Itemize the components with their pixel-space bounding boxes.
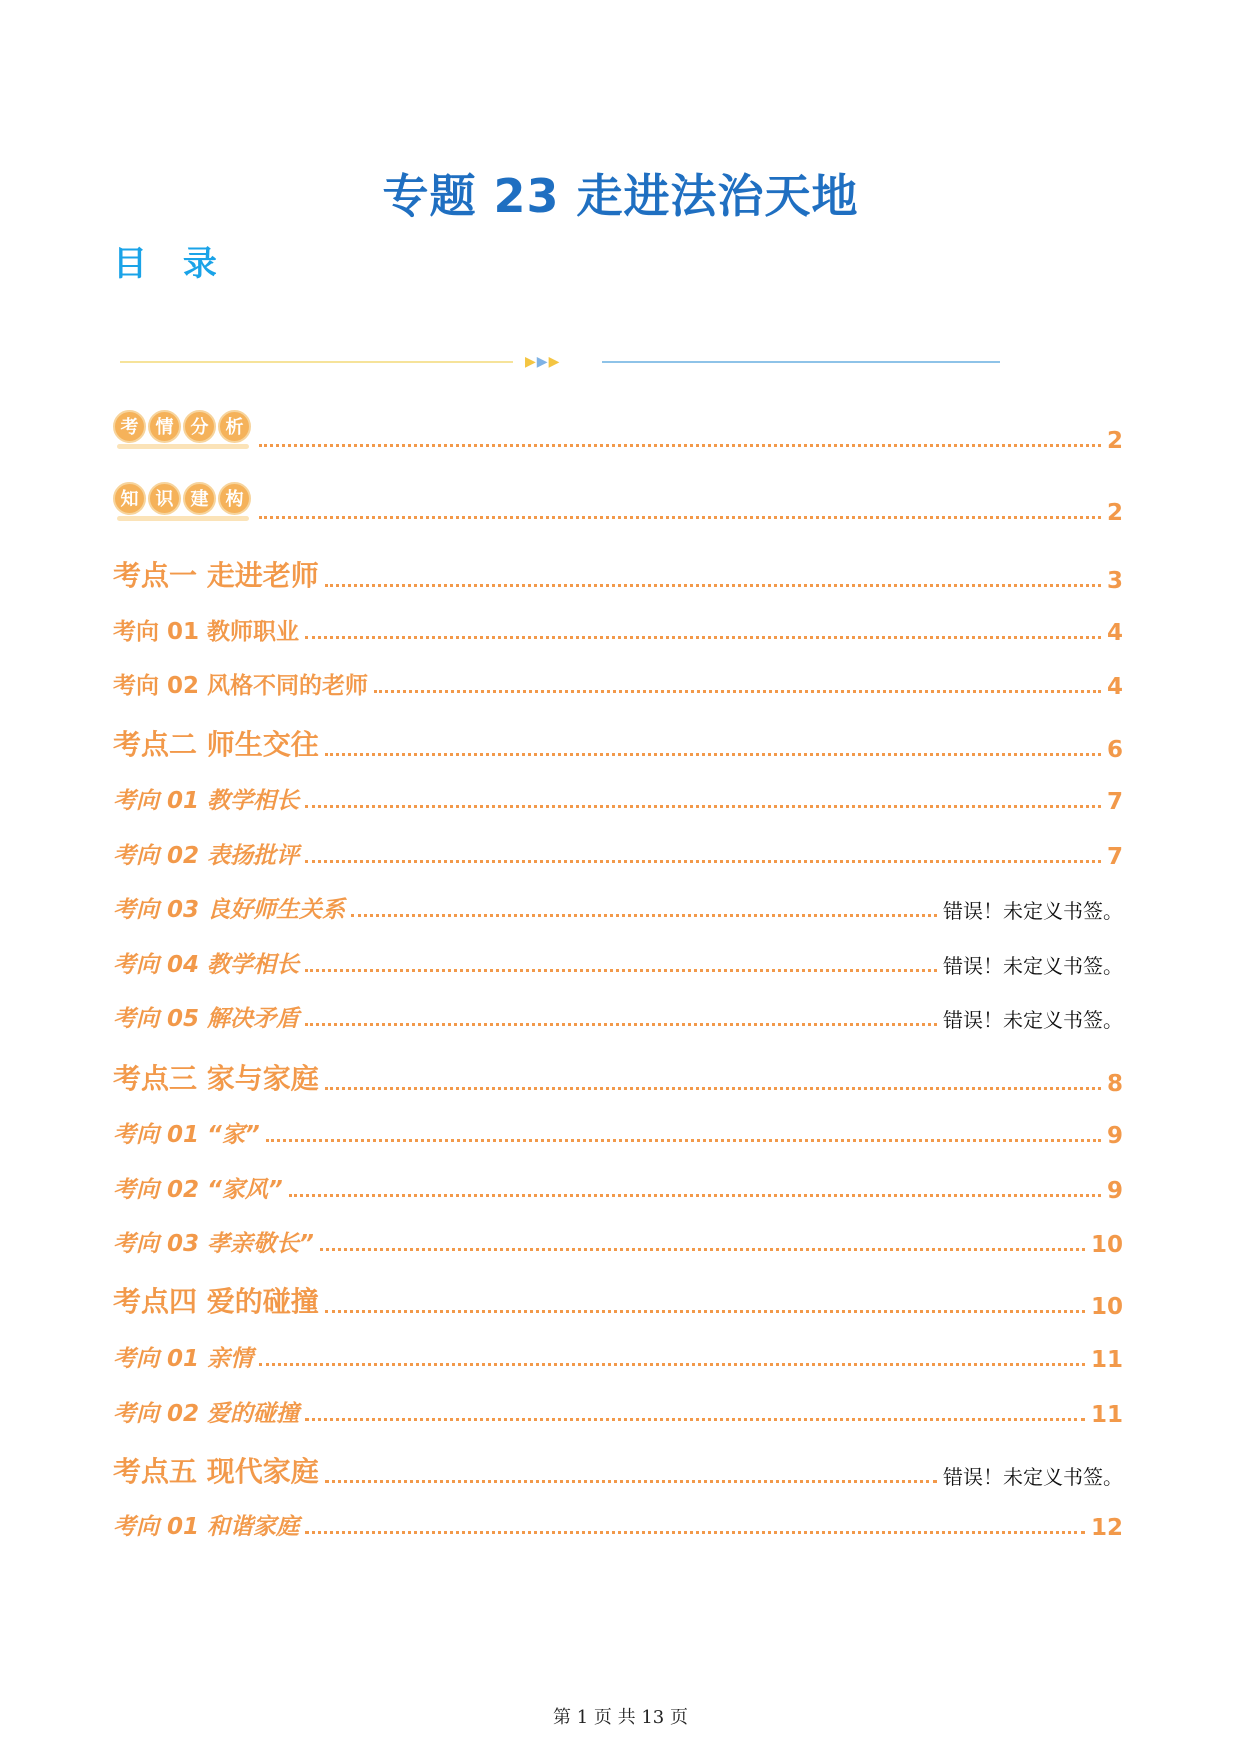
badge-char: 建 (183, 482, 216, 515)
divider-line-right (602, 361, 1000, 363)
knowledge-structure-badge (113, 478, 253, 526)
page-number: 3 (1106, 568, 1123, 594)
toc-entry[interactable] (113, 1057, 1123, 1097)
badge-char: 析 (218, 410, 251, 443)
page-number: 10 (1090, 1294, 1123, 1320)
leader-dots (325, 1087, 1101, 1090)
toc-entry[interactable] (113, 837, 1123, 870)
page-number: 2 (1106, 500, 1123, 526)
leader-dots (305, 860, 1101, 863)
toc-entry-label: 考向 03 孝亲敬长” (113, 1231, 314, 1257)
page-number: 7 (1106, 844, 1123, 870)
badge-char: 构 (218, 482, 251, 515)
toc-entry-label: 考向 05 解决矛盾 (113, 1006, 300, 1032)
leader-dots (266, 1139, 1101, 1142)
toc-entry[interactable] (113, 1225, 1123, 1258)
page-number: 8 (1106, 1071, 1123, 1097)
toc-entry[interactable] (113, 1450, 1123, 1490)
toc-entry[interactable] (113, 613, 1123, 646)
leader-dots (325, 584, 1101, 587)
page-number: 10 (1090, 1232, 1123, 1258)
leader-dots (305, 1531, 1085, 1534)
toc-entry[interactable] (113, 723, 1123, 763)
page-number: 4 (1106, 620, 1123, 646)
page-number: 11 (1090, 1347, 1123, 1373)
page-number: 12 (1090, 1515, 1123, 1541)
toc-entry-label: 考点四 爱的碰撞 (113, 1285, 319, 1318)
page-footer: 第 1 页 共 13 页 (553, 1707, 688, 1728)
toc-entry-label: 考向 01 教师职业 (113, 619, 300, 645)
page-number: 4 (1106, 674, 1123, 700)
leader-dots (305, 1418, 1085, 1421)
toc-entry-label: 考点二 师生交往 (113, 728, 319, 761)
page-number: 7 (1106, 789, 1123, 815)
leader-dots (374, 690, 1101, 693)
leader-dots (305, 969, 937, 972)
toc-entry-knowledge-structure[interactable] (113, 478, 1123, 526)
page-number: 6 (1106, 737, 1123, 763)
toc-entry-label: 考向 02 表扬批评 (113, 843, 300, 869)
toc-entry-label: 考向 03 良好师生关系 (113, 897, 346, 923)
toc-entry[interactable] (113, 891, 1123, 924)
leader-dots (259, 1363, 1085, 1366)
toc-entry-label: 考向 01 教学相长 (113, 788, 300, 814)
toc-entry-label: 考点一 走进老师 (113, 559, 319, 592)
leader-dots (259, 444, 1101, 447)
page-number: 9 (1106, 1123, 1123, 1149)
toc-entry-label: 考点五 现代家庭 (113, 1455, 319, 1488)
badge-char: 情 (148, 410, 181, 443)
leader-dots (320, 1248, 1085, 1251)
toc-entry[interactable] (113, 1340, 1123, 1373)
toc-entry-exam-analysis[interactable] (113, 406, 1123, 454)
toc-entry[interactable] (113, 1116, 1123, 1149)
toc-entry-label: 考向 01 亲情 (113, 1346, 254, 1372)
toc-entry[interactable] (113, 1000, 1123, 1033)
toc-heading: 目 录 (113, 244, 229, 284)
page-number: 2 (1106, 428, 1123, 454)
toc-entry[interactable] (113, 1395, 1123, 1428)
toc-entry-label: 考向 02 爱的碰撞 (113, 1401, 300, 1427)
leader-dots (289, 1194, 1101, 1197)
leader-dots (305, 1023, 937, 1026)
toc-entry-label: 考向 04 教学相长 (113, 952, 300, 978)
badge-char: 识 (148, 482, 181, 515)
bookmark-error-text: 错误！未定义书签。 (943, 899, 1123, 923)
page-title: 专题 23 走进法治天地 (382, 169, 859, 223)
exam-analysis-badge (113, 406, 253, 454)
toc-entry[interactable] (113, 1171, 1123, 1204)
divider-line-left (120, 361, 513, 363)
page-number: 9 (1106, 1178, 1123, 1204)
bookmark-error-text: 错误！未定义书签。 (943, 1008, 1123, 1032)
leader-dots (325, 1480, 937, 1483)
badge-char: 考 (113, 410, 146, 443)
toc-entry[interactable] (113, 554, 1123, 594)
toc-entry[interactable] (113, 667, 1123, 700)
toc-entry[interactable] (113, 946, 1123, 979)
toc-entry-label: 考向 01 和谐家庭 (113, 1514, 300, 1540)
leader-dots (325, 753, 1101, 756)
leader-dots (259, 516, 1101, 519)
toc-entry-label: 考向 02 “家风” (113, 1177, 283, 1203)
toc-entry-label: 考向 02 风格不同的老师 (113, 673, 369, 699)
leader-dots (305, 636, 1101, 639)
toc-entry[interactable] (113, 1508, 1123, 1541)
bookmark-error-text: 错误！未定义书签。 (943, 954, 1123, 978)
toc-entry-label: 考向 01 “家” (113, 1122, 260, 1148)
bookmark-error-text: 错误！未定义书签。 (943, 1465, 1123, 1489)
triangle-arrows-icon: ▶▶▶ (525, 354, 561, 370)
badge-char: 分 (183, 410, 216, 443)
badge-char: 知 (113, 482, 146, 515)
toc-entry[interactable] (113, 782, 1123, 815)
toc-entry-label: 考点三 家与家庭 (113, 1062, 319, 1095)
decorative-divider (120, 352, 1000, 372)
leader-dots (325, 1310, 1085, 1313)
toc-entry[interactable] (113, 1280, 1123, 1320)
page-number: 11 (1090, 1402, 1123, 1428)
leader-dots (305, 805, 1101, 808)
leader-dots (351, 914, 937, 917)
